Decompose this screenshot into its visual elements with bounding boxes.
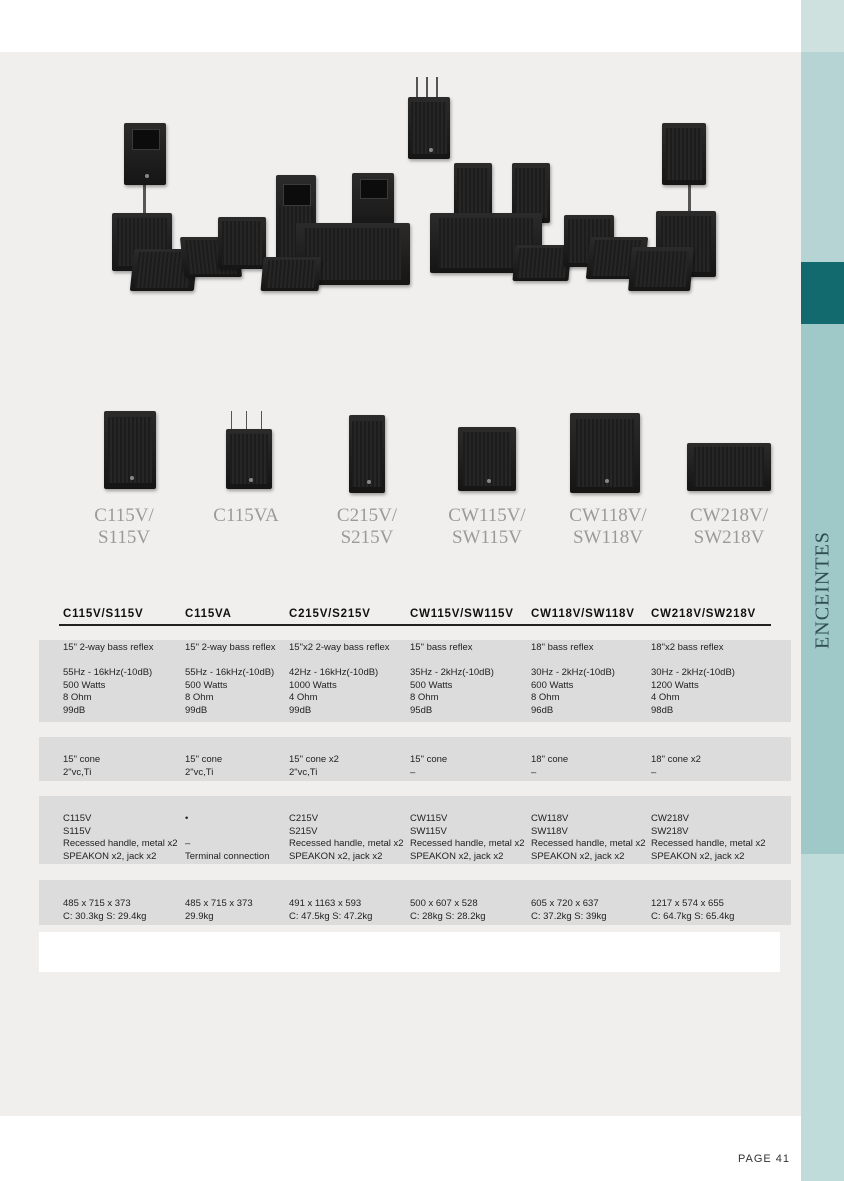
table-cell: 1217 x 574 x 655 C: 64.7kg S: 65.4kg — [651, 898, 735, 922]
speaker-image — [628, 247, 694, 291]
speaker-image — [687, 443, 771, 491]
table-cell: 18"x2 bass reflex 30Hz - 2kHz(-10dB) 1200 Watts 4 Ohm 98dB — [651, 642, 735, 716]
table-cell: 605 x 720 x 637 C: 37.2kg S: 39kg — [531, 898, 607, 922]
table-cell: 500 x 607 x 528 C: 28kg S: 28.2kg — [410, 898, 486, 922]
speaker-image — [261, 257, 322, 291]
table-cell: 15" cone x2 2"vc,Ti — [289, 754, 339, 778]
column-header: CW118V/SW118V — [531, 608, 635, 620]
table-cell: 485 x 715 x 373 C: 30.3kg S: 29.4kg — [63, 898, 147, 922]
table-cell: CW118V SW118V Recessed handle, metal x2 SPEAKON x2, jack x2 — [531, 813, 646, 862]
speaker-image — [570, 413, 640, 493]
stand-pole — [688, 185, 691, 213]
table-cell: 15" bass reflex 35Hz - 2kHz(-10dB) 500 Watts 8 Ohm 95dB — [410, 642, 494, 716]
table-cell: CW218V SW218V Recessed handle, metal x2 SPEAKON x2, jack x2 — [651, 813, 766, 862]
speaker-image — [226, 429, 272, 489]
spec-group — [39, 640, 791, 722]
speaker-image — [124, 123, 166, 185]
speaker-image — [104, 411, 156, 489]
table-cell: C115V S115V Recessed handle, metal x2 SPEAKON x2, jack x2 — [63, 813, 178, 862]
table-cell: 18" bass reflex 30Hz - 2kHz(-10dB) 600 Watts 8 Ohm 96dB — [531, 642, 615, 716]
product-c115v — [64, 405, 184, 548]
spec-group — [39, 737, 791, 781]
rigging — [246, 411, 247, 429]
side-segment — [801, 854, 844, 1181]
product-cw218v — [669, 405, 789, 548]
product-name: CW115V/ SW115V — [448, 505, 526, 548]
table-cell: 18" cone – — [531, 754, 569, 778]
speaker-image — [512, 245, 571, 281]
specs-table — [59, 606, 771, 922]
speaker-image — [408, 97, 450, 159]
notes-box — [39, 932, 780, 972]
table-cell: 15"x2 2-way bass reflex 42Hz - 16kHz(-10dB) 1000 Watts 4 Ohm 99dB — [289, 642, 390, 716]
column-header: C115VA — [185, 608, 232, 620]
table-cell: 491 x 1163 x 593 C: 47.5kg S: 47.2kg — [289, 898, 373, 922]
speaker-image — [218, 217, 266, 269]
side-segment — [801, 52, 844, 262]
product-cw115v — [427, 405, 547, 548]
product-c215v — [307, 405, 427, 548]
table-header — [59, 606, 771, 626]
product-cw118v — [548, 405, 668, 548]
table-cell: 15" 2-way bass reflex 55Hz - 16kHz(-10dB) 500 Watts 8 Ohm 99dB — [63, 642, 154, 716]
column-header: C215V/S215V — [289, 608, 371, 620]
product-name: C115VA — [213, 505, 279, 526]
table-cell: • – Terminal connection — [185, 813, 270, 862]
speaker-family-photo — [110, 75, 720, 300]
table-cell: 15" cone – — [410, 754, 448, 778]
rigging — [426, 77, 428, 97]
table-cell: 15" 2-way bass reflex 55Hz - 16kHz(-10dB) 500 Watts 8 Ohm 99dB — [185, 642, 276, 716]
table-cell: C215V S215V Recessed handle, metal x2 SPEAKON x2, jack x2 — [289, 813, 404, 862]
product-name: C215V/ S215V — [336, 505, 398, 548]
rigging — [231, 411, 232, 429]
table-cell: 15" cone 2"vc,Ti — [63, 754, 101, 778]
side-segment-active — [801, 262, 844, 324]
product-name: C115V/ S115V — [94, 505, 154, 548]
column-header: CW218V/SW218V — [651, 608, 756, 620]
page-number: PAGE 41 — [738, 1153, 791, 1165]
column-header: CW115V/SW115V — [410, 608, 514, 620]
column-header: C115V/S115V — [63, 608, 144, 620]
table-cell: 15" cone 2"vc,Ti — [185, 754, 223, 778]
rigging — [261, 411, 262, 429]
spec-group — [39, 880, 791, 925]
side-segment — [801, 0, 844, 52]
table-cell: 18" cone x2 – — [651, 754, 701, 778]
product-name: CW218V/ SW218V — [689, 505, 769, 548]
stand-pole — [143, 185, 146, 215]
product-name: CW118V/ SW118V — [569, 505, 647, 548]
rigging — [436, 77, 438, 97]
table-cell: 485 x 715 x 373 29.9kg — [185, 898, 253, 922]
speaker-image — [349, 415, 385, 493]
table-cell: CW115V SW115V Recessed handle, metal x2 SPEAKON x2, jack x2 — [410, 813, 525, 862]
section-label: ENCEINTES — [811, 531, 833, 649]
speaker-image — [458, 427, 516, 491]
speaker-image — [662, 123, 706, 185]
rigging — [416, 77, 418, 97]
spec-group — [39, 796, 791, 864]
product-c115va — [186, 405, 306, 540]
